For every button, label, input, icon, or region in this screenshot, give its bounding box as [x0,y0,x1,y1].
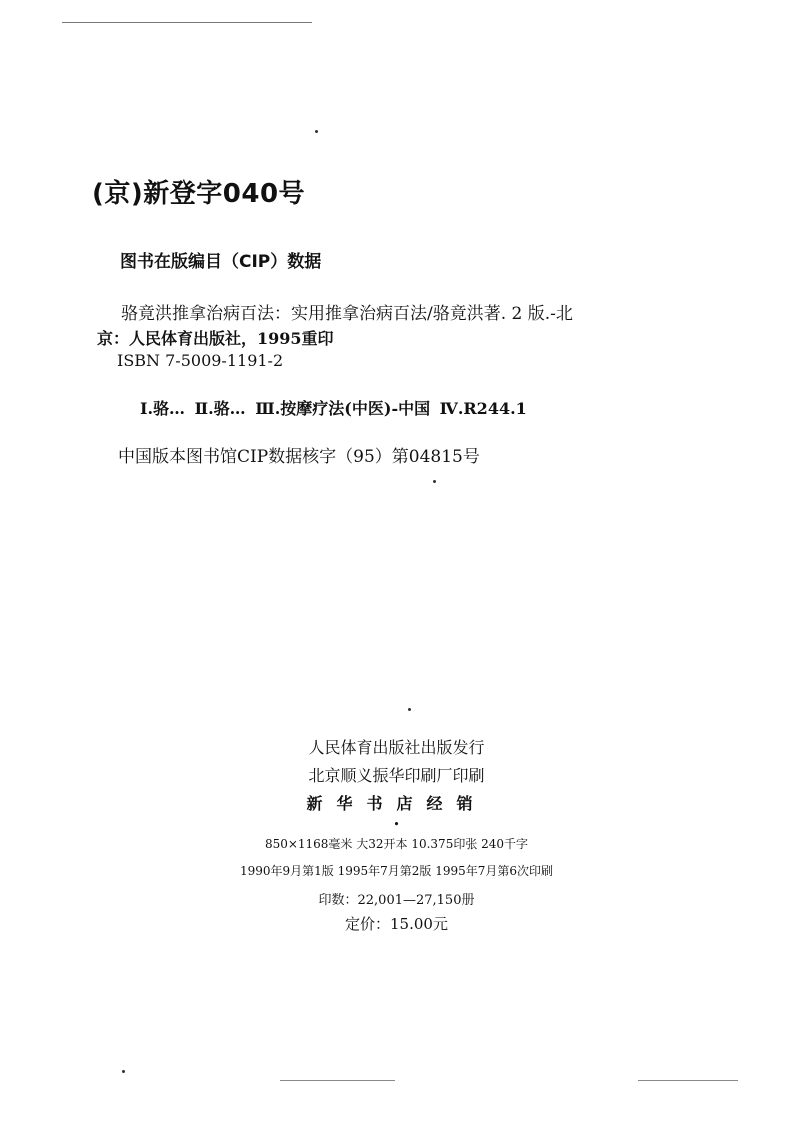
cip-title-line: 骆竟洪推拿治病百法：实用推拿治病百法/骆竟洪著. 2 版.-北 [121,304,573,324]
scan-artifact-bottom-left [280,1080,395,1081]
colophon-specs: 850×1168毫米 大32开本 10.375印张 240千字 [264,837,529,851]
colophon-divider: • [393,818,400,831]
scan-dot [315,130,318,133]
scan-dot [408,708,411,711]
scan-artifact-bottom-right [638,1080,738,1081]
colophon-printer: 北京顺义振华印刷厂印刷 [308,766,485,785]
colophon-price: 定价：15.00元 [345,915,448,933]
registration-number: (京)新登字040号 [92,179,306,209]
colophon-print-run: 印数：22,001—27,150册 [318,893,475,908]
colophon-publisher: 人民体育出版社出版发行 [308,738,485,757]
scan-artifact-top [62,22,312,23]
scan-dot [433,480,436,483]
cip-check-number: 中国版本图书馆CIP数据核字（95）第04815号 [118,447,480,467]
cip-publisher-line: 京：人民体育出版社，1995重印 [97,329,334,348]
cip-heading: 图书在版编目（CIP）数据 [120,252,322,272]
scan-dot [122,1070,125,1073]
cip-classification: Ⅰ.骆… Ⅱ.骆… Ⅲ.按摩疗法(中医)-中国 Ⅳ.R244.1 [140,399,527,418]
colophon-distributor: 新华书店经销 [306,794,487,813]
cip-isbn: ISBN 7-5009-1191-2 [117,351,284,370]
colophon-editions: 1990年9月第1版 1995年7月第2版 1995年7月第6次印刷 [239,864,554,878]
